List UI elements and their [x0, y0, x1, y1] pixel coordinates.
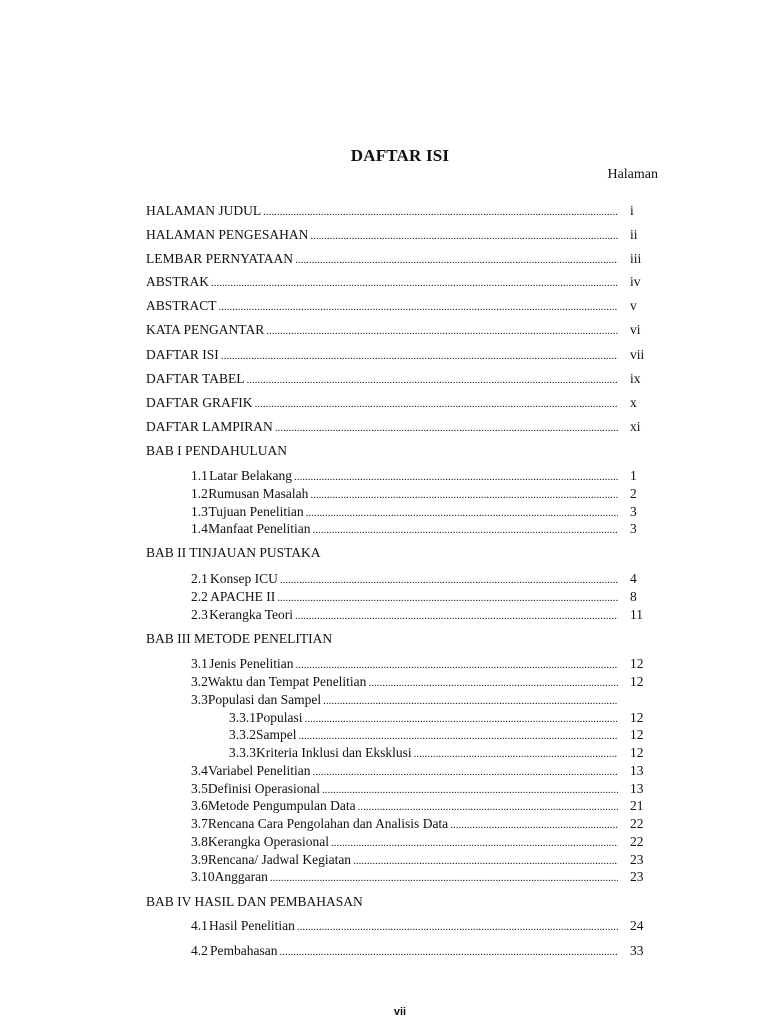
toc-entry-page: 22: [630, 834, 644, 849]
toc-entry-number: 3.7: [191, 816, 208, 831]
toc-entry-label: Rencana Cara Pengolahan dan Analisis Data: [207, 816, 449, 831]
dot-leader: [306, 505, 618, 521]
toc-entry-page: 33: [630, 943, 644, 958]
toc-entry-page: 12: [630, 727, 644, 742]
chapter-heading: BAB I PENDAHULUAN: [146, 443, 287, 458]
toc-entry-label: Variabel Penelitian: [208, 763, 311, 778]
toc-entry-label: LEMBAR PERNYATAAN: [146, 251, 294, 266]
toc-entry: [191, 816, 620, 833]
toc-entry-label: DAFTAR TABEL: [146, 371, 245, 386]
toc-entry-page: 3: [630, 521, 637, 536]
dot-leader: [312, 764, 618, 780]
toc-entry: [146, 322, 620, 339]
toc-entry-number: 2.1: [191, 571, 208, 586]
toc-entry: [191, 852, 620, 869]
toc-entry-number: 3.3.2: [229, 727, 256, 742]
toc-entry-page: 24: [630, 918, 644, 933]
dot-leader: [263, 204, 618, 220]
toc-entry-page: 4: [630, 571, 637, 586]
toc-entry-page: 12: [630, 674, 644, 689]
toc-entry: [191, 521, 620, 538]
toc-entry-page: iv: [630, 274, 641, 289]
toc-entry-page: 13: [630, 781, 644, 796]
toc-entry-label: Kerangka Operasional: [207, 834, 329, 849]
toc-entry-page: 8: [630, 589, 637, 604]
dot-leader: [322, 782, 618, 798]
dot-leader: [295, 608, 618, 624]
toc-entry-number: 1.1: [191, 468, 208, 483]
dot-leader: [305, 711, 618, 727]
toc-entry: [191, 589, 620, 606]
toc-entry-page: 12: [630, 745, 644, 760]
dot-leader: [211, 275, 618, 291]
dot-leader: [295, 252, 618, 268]
toc-entry-page: 3: [630, 504, 637, 519]
dot-leader: [331, 835, 618, 851]
toc-entry-number: 1.3: [191, 504, 208, 519]
toc-entry-page: i: [630, 203, 634, 218]
toc-entry-page: 22: [630, 816, 644, 831]
toc-entry-number: 2.3: [191, 607, 208, 622]
toc-entry-page: 1: [630, 468, 637, 483]
toc-entry: [191, 763, 620, 780]
dot-leader: [299, 728, 619, 744]
toc-entry: [191, 918, 620, 935]
toc-entry-label: Populasi: [256, 710, 303, 725]
toc-entry-page: 12: [630, 656, 644, 671]
dot-leader: [310, 228, 618, 244]
chapter-heading: BAB III METODE PENELITIAN: [146, 631, 333, 646]
toc-entry-label: Definisi Operasional: [207, 781, 320, 796]
toc-entry: [191, 674, 620, 691]
page-number: vii: [393, 1006, 407, 1018]
toc-entry: [191, 692, 620, 709]
toc-entry-page: v: [630, 298, 637, 313]
toc-entry: [191, 504, 620, 521]
dot-leader: [353, 853, 618, 869]
toc-entry-number: 3.3.1: [229, 710, 256, 725]
toc-entry-label: KATA PENGANTAR: [146, 322, 265, 337]
dot-leader: [414, 746, 618, 762]
toc-entry-label: Sampel: [256, 727, 297, 742]
toc-entry-label: Kriteria Inklusi dan Eksklusi: [256, 745, 412, 760]
toc-entry-page: ii: [630, 227, 638, 242]
toc-entry: [146, 395, 620, 412]
toc-entry-label: DAFTAR ISI: [146, 347, 219, 362]
toc-entry-label: Pembahasan: [209, 943, 278, 958]
toc-entry-number: 1.4: [191, 521, 208, 536]
toc-entry-label: Konsep ICU: [209, 571, 278, 586]
toc-entry-label: ABSTRACT: [146, 298, 217, 313]
dot-leader: [246, 372, 618, 388]
dot-leader: [295, 657, 618, 673]
toc-entry-number: 3.3: [191, 692, 208, 707]
toc-entry-label: Hasil Penelitian: [209, 918, 295, 933]
toc-entry-number: 3.4: [191, 763, 208, 778]
dot-leader: [297, 919, 618, 935]
dot-leader: [450, 817, 618, 833]
dot-leader: [294, 469, 618, 485]
dot-leader: [280, 572, 618, 588]
toc-entry-label: Jenis Penelitian: [209, 656, 294, 671]
toc-entry-label: Kerangka Teori: [209, 607, 294, 622]
page-title: DAFTAR ISI: [350, 146, 450, 165]
dot-leader: [279, 944, 618, 960]
toc-entry-number: 1.2: [191, 486, 208, 501]
toc-entry-number: 3.3.3: [229, 745, 256, 760]
toc-entry-label: Tujuan Penelitian: [208, 504, 304, 519]
toc-entry-page: 13: [630, 763, 644, 778]
toc-entry-page: 23: [630, 869, 644, 884]
toc-entry-label: HALAMAN JUDUL: [146, 203, 262, 218]
toc-entry-page: xi: [630, 419, 641, 434]
toc-entry-number: 4.2: [191, 943, 208, 958]
toc-entry: [146, 227, 620, 244]
toc-entry-label: Manfaat Penelitian: [208, 521, 311, 536]
toc-entry-label: Rencana/ Jadwal Kegiatan: [207, 852, 352, 867]
dot-leader: [277, 590, 618, 606]
dot-leader: [358, 799, 618, 815]
toc-entry: [146, 298, 620, 315]
dot-leader: [275, 420, 618, 436]
toc-entry-page: 2: [630, 486, 637, 501]
toc-entry-label: Latar Belakang: [209, 468, 292, 483]
dot-leader: [310, 487, 618, 503]
page-column-label: Halaman: [607, 167, 658, 182]
dot-leader: [221, 348, 618, 364]
toc-entry: [146, 371, 620, 388]
dot-leader: [219, 299, 618, 315]
toc-entry-page: x: [630, 395, 637, 410]
toc-entry-page: ix: [630, 371, 641, 386]
toc-entry-label: HALAMAN PENGESAHAN: [146, 227, 309, 242]
toc-entry-label: DAFTAR GRAFIK: [146, 395, 253, 410]
toc-entry-label: Waktu dan Tempat Penelitian: [207, 674, 367, 689]
toc-entry-number: 3.2: [191, 674, 208, 689]
toc-entry: [191, 834, 620, 851]
toc-entry-label: Populasi dan Sampel: [207, 692, 322, 707]
toc-entry-page: iii: [630, 251, 642, 266]
toc-entry-number: 3.8: [191, 834, 208, 849]
toc-entry-number: 3.1: [191, 656, 208, 671]
toc-entry: [191, 656, 620, 673]
toc-entry: [146, 251, 620, 268]
dot-leader: [368, 675, 618, 691]
chapter-heading: BAB IV HASIL DAN PEMBAHASAN: [146, 894, 363, 909]
toc-entry: [146, 274, 620, 291]
toc-entry: [191, 571, 620, 588]
toc-entry: [191, 798, 620, 815]
dot-leader: [323, 693, 618, 709]
toc-entry-label: ABSTRAK: [146, 274, 210, 289]
toc-entry-number: 3.6: [191, 798, 208, 813]
toc-entry: [191, 781, 620, 798]
toc-entry-label: DAFTAR LAMPIRAN: [146, 419, 273, 434]
toc-entry-label: Anggaran: [214, 869, 268, 884]
dot-leader: [270, 870, 618, 886]
dot-leader: [255, 396, 618, 412]
toc-entry-number: 4.1: [191, 918, 208, 933]
toc-entry: [191, 943, 620, 960]
toc-entry-label: Metode Pengumpulan Data: [207, 798, 356, 813]
chapter-heading: BAB II TINJAUAN PUSTAKA: [146, 545, 321, 560]
toc-entry-page: 11: [630, 607, 643, 622]
toc-entry-page: 12: [630, 710, 644, 725]
toc-entry: [146, 347, 620, 364]
toc-entry-label: Rumusan Masalah: [208, 486, 309, 501]
toc-entry-page: 23: [630, 852, 644, 867]
dot-leader: [312, 522, 618, 538]
toc-entry: [229, 710, 620, 727]
dot-leader: [266, 323, 618, 339]
toc-entry: [229, 745, 620, 762]
toc-entry: [191, 869, 620, 886]
toc-entry: [191, 486, 620, 503]
toc-entry-page: 21: [630, 798, 644, 813]
toc-entry-label: APACHE II: [210, 589, 276, 604]
toc-entry-number: 2.2: [191, 589, 208, 604]
toc-entry: [146, 419, 620, 436]
toc-entry-number: 3.10: [191, 869, 215, 884]
toc-entry: [191, 468, 620, 485]
toc-entry: [229, 727, 620, 744]
toc-entry: [146, 203, 620, 220]
toc-entry-page: vi: [630, 322, 641, 337]
toc-entry-page: vii: [630, 347, 645, 362]
toc-entry: [191, 607, 620, 624]
toc-entry-number: 3.9: [191, 852, 208, 867]
toc-entry-number: 3.5: [191, 781, 208, 796]
